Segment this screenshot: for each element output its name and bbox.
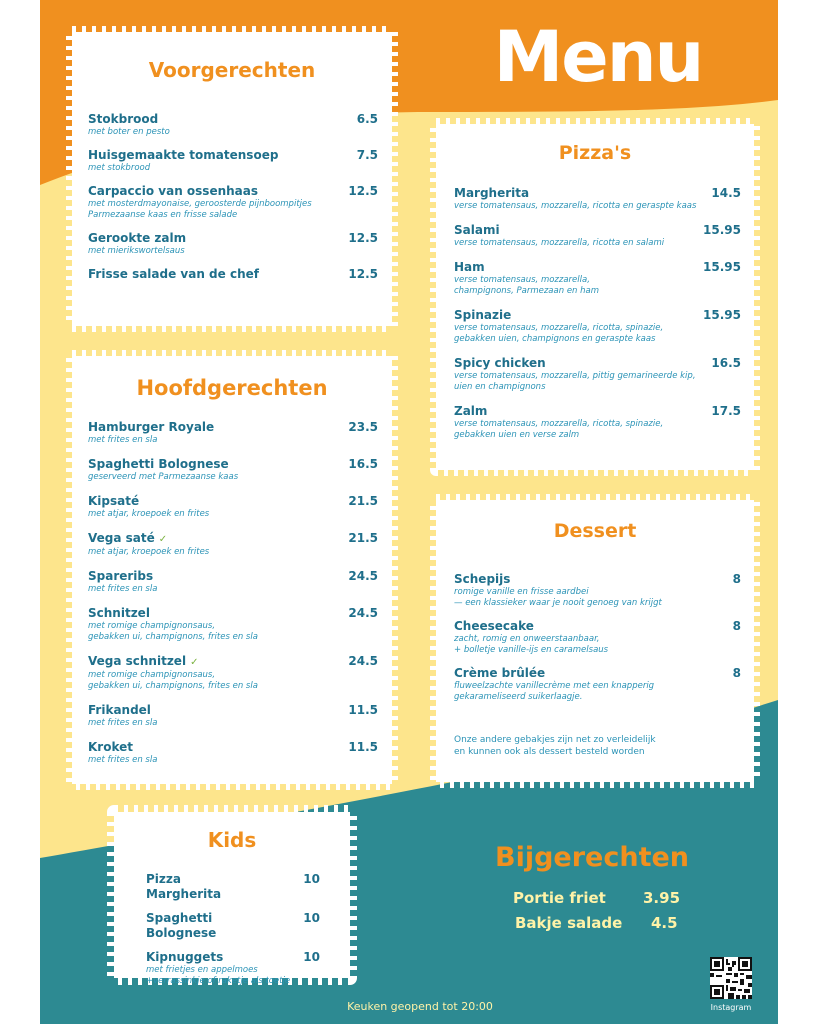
item-description: fluweelzachte vanillecrème met een knapperig gekarameliseerd suikerlaagje. [454, 681, 655, 702]
item-price: 15.95 [703, 260, 741, 274]
vegetarian-icon: ✓ [158, 534, 168, 545]
item-name-text: Vega saté [88, 531, 155, 545]
item-description: verse tomatensaus, mozzarella, ricotta en geraspte kaas [454, 201, 697, 211]
bijgerecht-name: Bakje salade [515, 914, 623, 932]
item-price: 8 [732, 619, 741, 633]
pizzas-title: Pizza's [558, 142, 632, 164]
menu-item [146, 872, 320, 902]
item-name [454, 572, 741, 587]
menu-item [88, 606, 378, 643]
item-description: verse tomatensaus, mozzarella, champignons, Parmezaan en ham [454, 275, 600, 296]
item-name-text: Kipsaté [88, 494, 140, 508]
bijgerecht-price: 3.95 [643, 889, 681, 907]
item-price: 8 [732, 666, 741, 680]
item-name-text: Kroket [88, 740, 133, 754]
item-name-text: Spareribs [88, 569, 154, 583]
menu-item [88, 703, 378, 729]
menu-item [88, 494, 378, 520]
item-price: 6.5 [356, 112, 378, 126]
menu-item [88, 267, 378, 282]
bijgerecht-price: 4.5 [651, 914, 678, 932]
item-name [454, 666, 741, 681]
dessert-card [430, 494, 760, 788]
item-price: 11.5 [348, 740, 378, 754]
menu-item [146, 950, 320, 987]
item-name [454, 186, 741, 201]
item-name [88, 267, 378, 282]
kitchen-hours: Keuken geopend tot 20:00 [347, 1000, 493, 1013]
item-name [454, 260, 741, 275]
menu-item [454, 260, 741, 297]
item-price: 12.5 [348, 184, 378, 198]
item-description: met stokbrood [88, 163, 151, 173]
dessert-title: Dessert [553, 520, 637, 542]
item-name-text: Schepijs [454, 572, 511, 586]
hoofdgerechten-card [66, 350, 398, 790]
item-description: met frites en sla [88, 755, 158, 765]
item-name [88, 531, 378, 547]
item-name-text: Gerookte zalm [88, 231, 187, 245]
item-name [454, 308, 741, 323]
item-description: romige vanille en frisse aardbei — een klassieker waar je nooit genoeg van krijgt [454, 587, 662, 608]
item-price: 8 [732, 572, 741, 586]
item-price: 17.5 [711, 404, 741, 418]
menu-item [454, 223, 741, 249]
qr-code-icon[interactable] [710, 957, 752, 999]
voorgerechten-list [88, 112, 378, 292]
item-description: verse tomatensaus, mozzarella, pittig gemarineerde kip, uien en champignons [454, 371, 696, 392]
item-price: 15.95 [703, 223, 741, 237]
menu-item [88, 740, 378, 766]
item-price: 21.5 [348, 531, 378, 545]
kids-card [106, 804, 358, 986]
menu-item [88, 654, 378, 692]
item-description: met romige champignonsaus, gebakken ui, champignons, frites en sla [88, 621, 258, 642]
bijgerecht-name: Portie friet [513, 889, 606, 907]
kids-list [146, 872, 320, 996]
menu-item [88, 457, 378, 483]
item-name-text: Salami [454, 223, 500, 237]
item-name-text: Spaghetti Bolognese [88, 457, 229, 471]
item-description: met atjar, kroepoek en frites [88, 509, 210, 519]
menu-item [88, 420, 378, 446]
menu-item [454, 572, 741, 609]
item-name [454, 356, 741, 371]
item-name-text: Spaghetti Bolognese [146, 911, 217, 940]
menu-item [88, 231, 378, 257]
item-name [454, 223, 741, 238]
kids-title: Kids [207, 828, 257, 852]
menu-item [88, 184, 378, 221]
item-name [88, 703, 378, 718]
item-name-text: Kipnuggets [146, 950, 224, 964]
item-name-text: Frisse salade van de chef [88, 267, 259, 281]
voorgerechten-card [66, 26, 398, 332]
item-name-text: Margherita [454, 186, 530, 200]
item-name-text: Vega schnitzel [88, 654, 187, 668]
vegetarian-icon: ✓ [190, 657, 199, 668]
item-description: met frites en sla [88, 584, 158, 594]
item-name-text: Crème brûlée [454, 666, 546, 680]
item-price: 16.5 [348, 457, 378, 471]
item-name [88, 184, 378, 199]
item-name [146, 950, 320, 965]
item-price: 10 [303, 911, 320, 925]
item-price: 24.5 [348, 606, 378, 620]
menu-item [454, 308, 741, 345]
item-name [88, 740, 378, 755]
menu-item [454, 186, 741, 212]
item-name [88, 112, 378, 127]
item-name [454, 619, 741, 634]
item-name-text: Stokbrood [88, 112, 159, 126]
menu-item [454, 619, 741, 656]
item-name-text: Zalm [454, 404, 488, 418]
item-name-text: Carpaccio van ossenhaas [88, 184, 259, 198]
item-name [88, 606, 378, 621]
hoofdgerechten-list [88, 420, 378, 777]
dessert-note: Onze andere gebakjes zijn net zo verleidelijk en kunnen ook als dessert besteld worden [454, 735, 656, 757]
menu-item [88, 112, 378, 138]
item-price: 16.5 [711, 356, 741, 370]
item-price: 24.5 [348, 569, 378, 583]
item-price: 14.5 [711, 186, 741, 200]
item-price: 12.5 [348, 267, 378, 281]
dessert-list [454, 572, 741, 713]
menu-item [88, 569, 378, 595]
item-price: 24.5 [348, 654, 378, 668]
item-name-text: Frikandel [88, 703, 151, 717]
item-name-text: Schnitzel [88, 606, 150, 620]
menu-title: Menu [493, 16, 703, 98]
menu-item [146, 911, 320, 941]
voorgerechten-title: Voorgerechten [148, 58, 316, 82]
item-name [146, 872, 320, 902]
instagram-label: Instagram [710, 1003, 752, 1012]
item-name [454, 404, 741, 419]
item-description: verse tomatensaus, mozzarella, ricotta en salami [454, 238, 665, 248]
item-price: 23.5 [348, 420, 378, 434]
item-price: 10 [303, 950, 320, 964]
item-name [88, 420, 378, 435]
item-name-text: Huisgemaakte tomatensoep [88, 148, 279, 162]
item-name-text: Spinazie [454, 308, 512, 322]
item-price: 21.5 [348, 494, 378, 508]
item-name [88, 494, 378, 509]
item-name-text: Ham [454, 260, 485, 274]
item-price: 12.5 [348, 231, 378, 245]
item-name [88, 457, 378, 472]
item-name [88, 569, 378, 584]
item-price: 10 [303, 872, 320, 886]
item-name [88, 148, 378, 163]
item-description: verse tomatensaus, mozzarella, ricotta, spinazie, gebakken uien en verse zalm [454, 419, 664, 440]
item-description: geserveerd met Parmezaanse kaas [88, 472, 239, 482]
item-description: met mosterdmayonaise, geroosterde pijnboompitjes Parmezaanse kaas en frisse salade [88, 199, 312, 220]
item-name-text: Pizza Margherita [146, 872, 222, 901]
item-name-text: Hamburger Royale [88, 420, 215, 434]
menu-item [454, 404, 741, 441]
item-name-text: Cheesecake [454, 619, 534, 633]
item-name [88, 654, 378, 670]
menu-item [88, 148, 378, 174]
item-description: zacht, romig en onweerstaanbaar, + bolletje vanille-ijs en caramelsaus [454, 634, 609, 655]
item-description: met boter en pesto [88, 127, 170, 137]
item-description: verse tomatensaus, mozzarella, ricotta, spinazie, gebakken uien, champignons en geraspte kaas [454, 323, 664, 344]
item-price: 7.5 [356, 148, 378, 162]
menu-item [454, 356, 741, 393]
item-name [88, 231, 378, 246]
item-price: 15.95 [703, 308, 741, 322]
menu-item [454, 666, 741, 703]
item-name-text: Spicy chicken [454, 356, 546, 370]
item-description: met frites en sla [88, 718, 158, 728]
item-description: met frites en sla [88, 435, 158, 445]
item-price: 11.5 [348, 703, 378, 717]
item-description: met romige champignonsaus, gebakken ui, champignons, frites en sla [88, 670, 258, 691]
item-name [146, 911, 320, 941]
bijgerechten-title: Bijgerechten [495, 842, 690, 873]
hoofdgerechten-title: Hoofdgerechten [136, 376, 328, 400]
pizzas-list [454, 186, 741, 452]
item-description: met atjar, kroepoek en frites [88, 547, 210, 557]
menu-item [88, 531, 378, 558]
pizzas-card [430, 118, 760, 476]
item-description: met frietjes en appelmoes +verrassinkje of raketje als toetje [146, 965, 291, 986]
item-description: met mierikswortelsaus [88, 246, 185, 256]
